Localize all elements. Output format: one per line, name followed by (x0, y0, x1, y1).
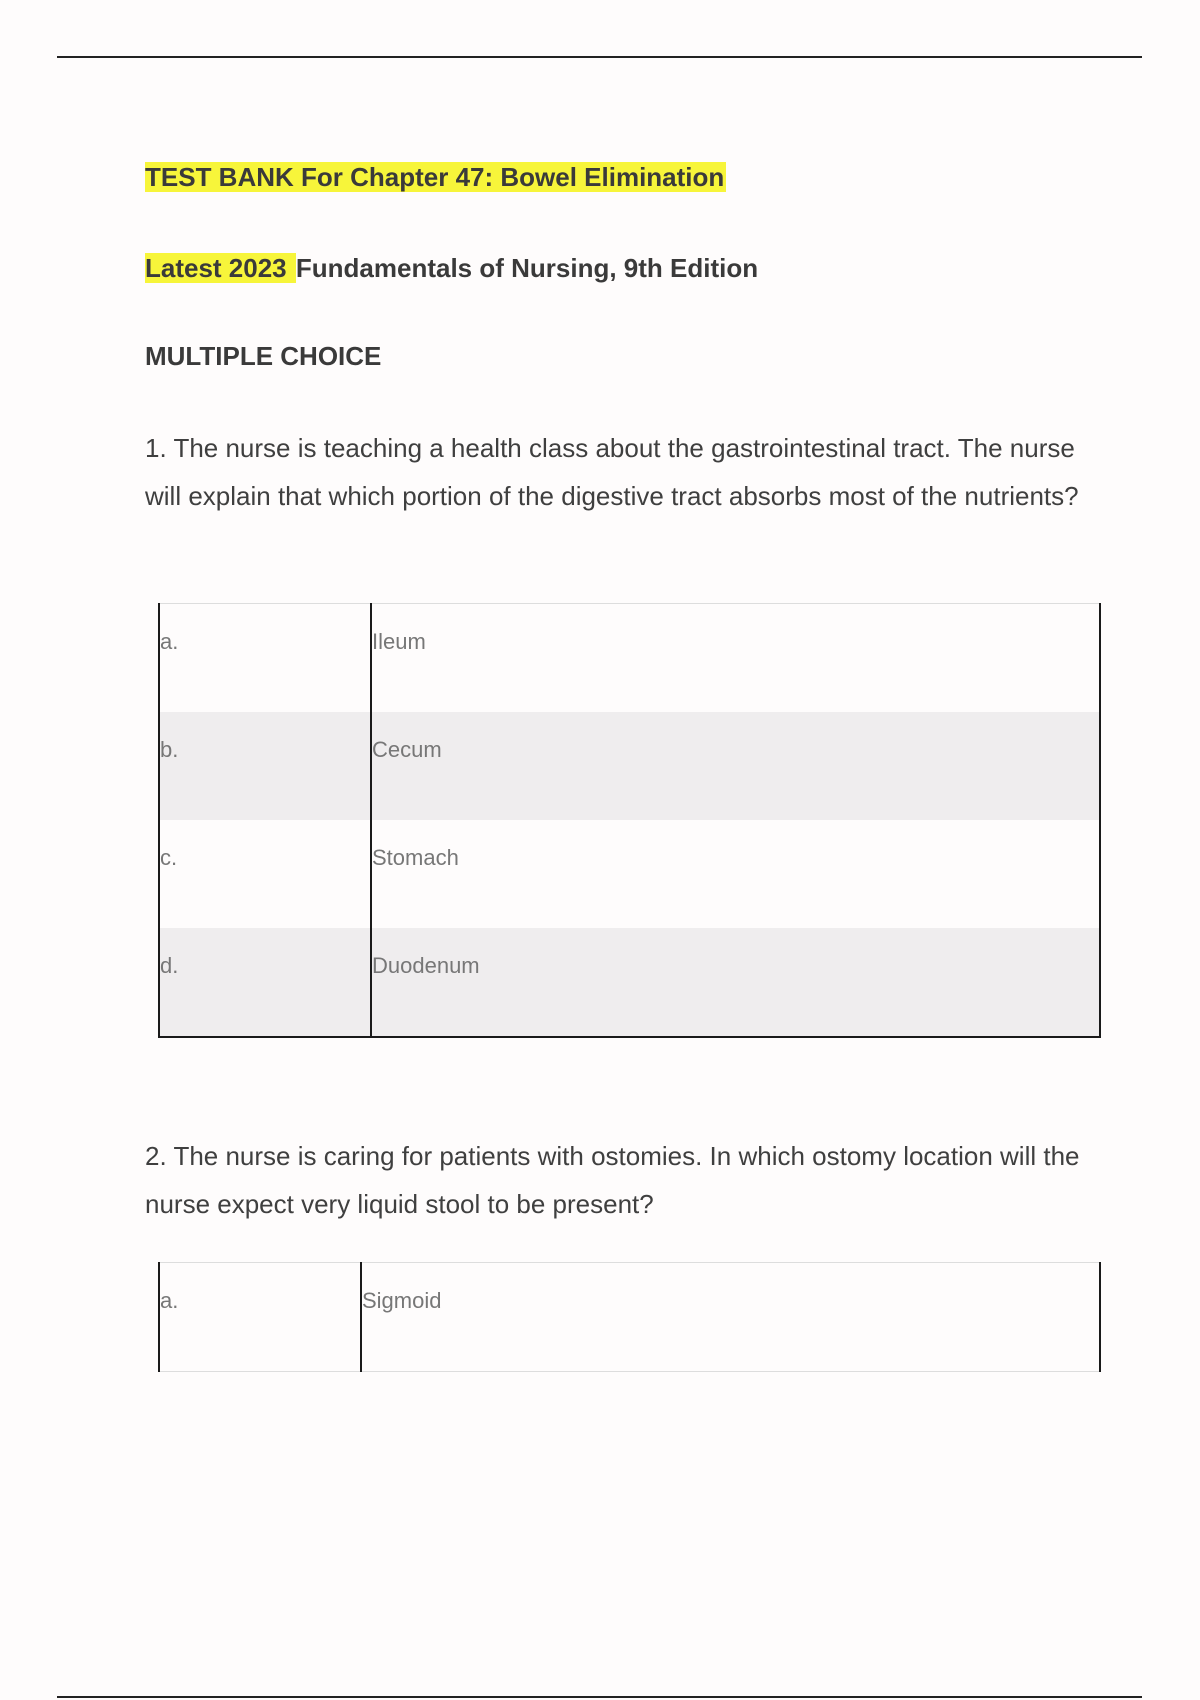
option-text: Cecum (371, 712, 1100, 820)
subtitle-text: Fundamentals of Nursing, 9th Edition (295, 253, 759, 283)
title-highlight: TEST BANK For Chapter 47: Bowel Elimination (145, 162, 725, 192)
document-title (145, 158, 726, 196)
option-text: Duodenum (371, 928, 1100, 1037)
option-row (159, 604, 1100, 713)
option-text: Ileum (371, 604, 1100, 713)
option-letter: c. (159, 820, 371, 928)
question-2-options (158, 1262, 1101, 1372)
section-heading: MULTIPLE CHOICE (145, 341, 382, 371)
option-row (159, 928, 1100, 1037)
bottom-rule (57, 1696, 1142, 1698)
option-letter: a. (159, 604, 371, 713)
question-1-options (158, 603, 1101, 1038)
question-1-text: 1. The nurse is teaching a health class about the gastrointestinal tract. The nurse will explain that which portion of the digestive tract absorbs most of the nutrients? (145, 433, 1079, 511)
option-letter: d. (159, 928, 371, 1037)
top-rule (57, 56, 1142, 58)
option-letter: a. (159, 1263, 361, 1372)
document-subtitle (145, 249, 758, 287)
question-2-text: 2. The nurse is caring for patients with ostomies. In which ostomy location will the nurse expect very liquid stool to be present? (145, 1141, 1080, 1219)
option-row (159, 712, 1100, 820)
option-row (159, 1263, 1100, 1372)
option-row (159, 820, 1100, 928)
option-text: Sigmoid (361, 1263, 1100, 1372)
option-letter: b. (159, 712, 371, 820)
option-text: Stomach (371, 820, 1100, 928)
subtitle-highlight: Latest 2023 (145, 253, 294, 283)
